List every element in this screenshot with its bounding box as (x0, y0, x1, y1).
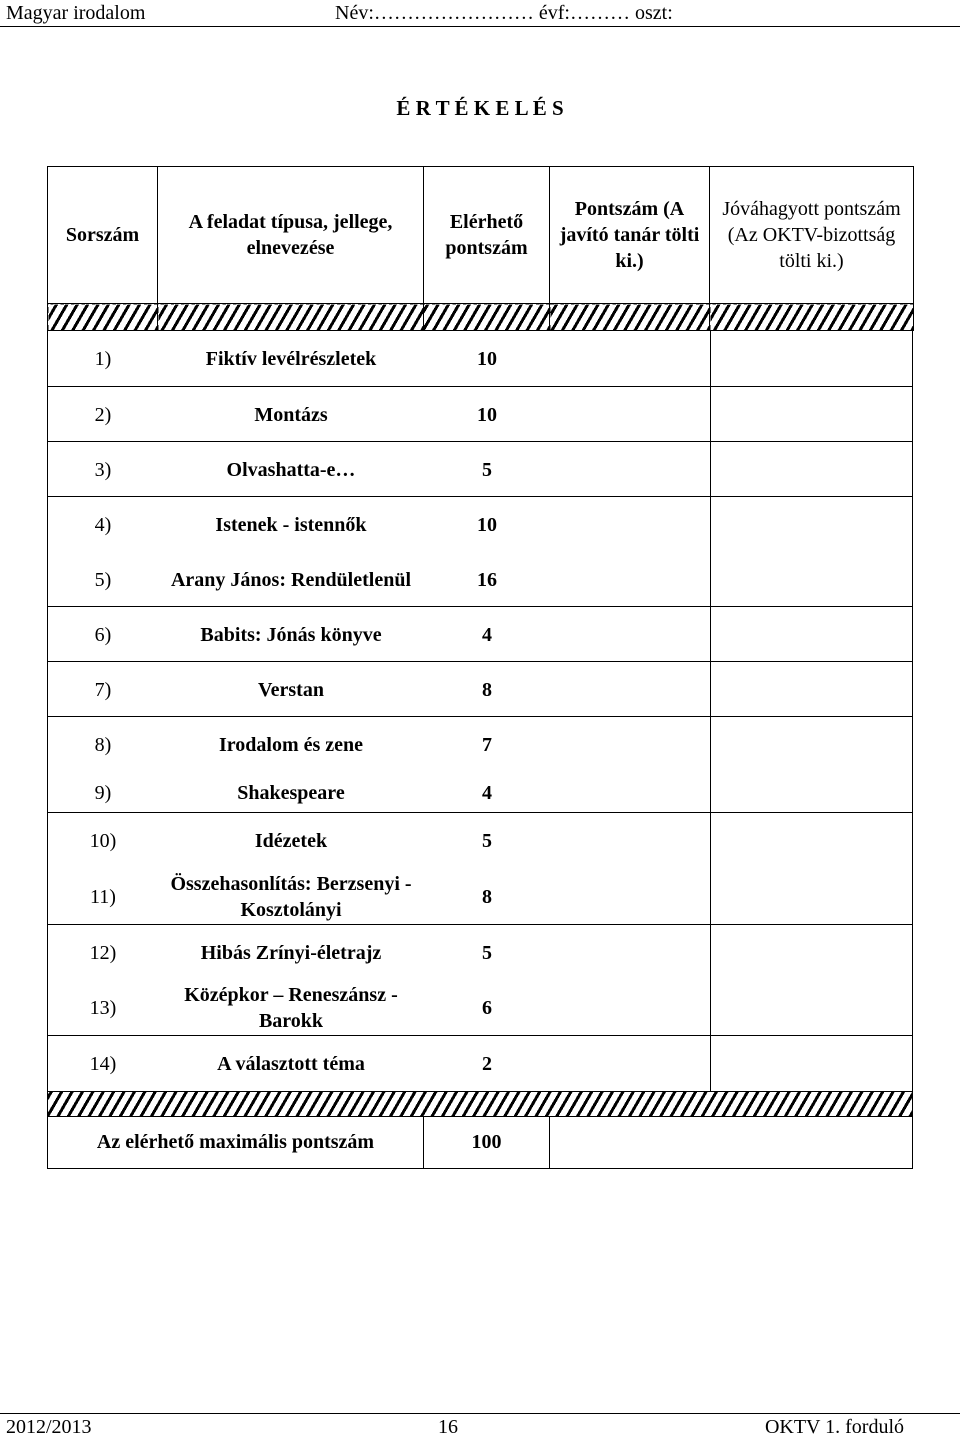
table-row (47, 331, 913, 387)
row-task: Arany János: Rendületlenül (170, 568, 412, 591)
row-teacher-points-cell (550, 925, 710, 980)
row-teacher-points-cell (550, 980, 710, 1036)
row-number: 3) (94, 458, 112, 481)
table-header-row (48, 167, 914, 304)
table-row (47, 662, 913, 717)
row-max-points: 10 (477, 513, 497, 536)
row-task: Istenek - istennők (215, 513, 367, 536)
col-header-teacher-points: Pontszám (A javító tanár tölti ki.) (550, 167, 710, 304)
row-approved-points-cell (710, 607, 914, 662)
row-max-points: 6 (482, 997, 492, 1019)
footer-page-number: 16 (438, 1416, 458, 1438)
row-teacher-points-cell (550, 387, 710, 442)
row-teacher-points-cell (550, 607, 710, 662)
row-number: 14) (89, 1052, 117, 1075)
row-number: 12) (89, 941, 117, 964)
student-fields: Név:…………………… évf:……… oszt: (335, 2, 673, 24)
row-approved-points-cell (710, 869, 914, 925)
row-teacher-points-cell (550, 772, 710, 813)
row-task: A választott téma (217, 1052, 365, 1075)
row-approved-points-cell (710, 442, 914, 497)
row-task: Hibás Zrínyi-életrajz (200, 941, 382, 964)
row-teacher-points-cell (550, 869, 710, 925)
row-teacher-points-cell (550, 331, 710, 387)
table-row (47, 497, 913, 552)
row-number: 10) (89, 830, 117, 852)
row-max-points: 5 (482, 830, 492, 852)
row-approved-points-cell (710, 717, 914, 772)
table-row (47, 925, 913, 980)
row-number: 6) (94, 623, 112, 646)
row-number: 5) (94, 568, 112, 591)
table-row (47, 869, 913, 925)
row-task: Verstan (258, 678, 324, 701)
row-max-points: 4 (482, 781, 492, 804)
table-row (47, 387, 913, 442)
col-header-approved-points: Jóváhagyott pontszám (Az OKTV-bizottság tölti ki.) (710, 167, 914, 304)
row-task: Fiktív levélrészletek (205, 348, 377, 370)
table-row (47, 980, 913, 1036)
table-row (47, 772, 913, 813)
col-header-number: Sorszám (48, 167, 158, 304)
row-task: Olvashatta-e… (226, 458, 356, 481)
row-task: Idézetek (254, 830, 328, 852)
row-max-points: 5 (482, 458, 492, 481)
row-task: Középkor – Reneszánsz - Barokk (184, 984, 398, 1032)
evaluation-table (47, 166, 914, 331)
page-header (0, 0, 960, 27)
row-max-points: 7 (482, 733, 492, 756)
row-number: 11) (90, 886, 116, 908)
row-approved-points-cell (710, 980, 914, 1036)
table-row (47, 1036, 913, 1091)
row-max-points: 5 (482, 941, 492, 964)
page-title: É R T É K E L É S (396, 96, 564, 120)
row-number: 1) (94, 348, 112, 370)
table-row (47, 717, 913, 772)
row-task: Shakespeare (237, 781, 345, 804)
row-number: 2) (94, 403, 112, 426)
row-number: 8) (94, 733, 112, 756)
row-number: 13) (89, 997, 117, 1019)
row-max-points: 4 (482, 623, 492, 646)
row-teacher-points-cell (550, 717, 710, 772)
row-approved-points-cell (710, 552, 914, 607)
row-task: Babits: Jónás könyve (200, 623, 382, 646)
row-teacher-points-cell (550, 1036, 710, 1091)
table-row (47, 552, 913, 607)
total-points: 100 (424, 1117, 550, 1168)
row-approved-points-cell (710, 1036, 914, 1091)
total-label: Az elérhető maximális pontszám (48, 1117, 424, 1168)
row-max-points: 10 (477, 403, 497, 426)
row-task: Összehasonlítás: Berzsenyi - Kosztolányi (170, 873, 412, 921)
hatch-row-bottom (47, 1091, 913, 1117)
col-header-task: A feladat típusa, jellege, elnevezése (158, 167, 424, 304)
subject-label: Magyar irodalom (6, 2, 146, 24)
row-task: Irodalom és zene (218, 733, 364, 756)
row-number: 7) (94, 678, 112, 701)
row-approved-points-cell (710, 387, 914, 442)
row-approved-points-cell (710, 925, 914, 980)
row-approved-points-cell (710, 497, 914, 552)
table-row (47, 607, 913, 662)
row-teacher-points-cell (550, 662, 710, 717)
row-teacher-points-cell (550, 497, 710, 552)
row-max-points: 2 (482, 1052, 492, 1075)
hatch-row-top (48, 304, 914, 331)
row-teacher-points-cell (550, 442, 710, 497)
row-teacher-points-cell (550, 552, 710, 607)
row-teacher-points-cell (550, 813, 710, 869)
row-approved-points-cell (710, 662, 914, 717)
row-number: 9) (94, 781, 112, 804)
row-approved-points-cell (710, 772, 914, 813)
page-footer (0, 1413, 960, 1441)
row-number: 4) (94, 513, 112, 536)
footer-competition: OKTV 1. forduló (764, 1416, 904, 1438)
row-max-points: 8 (482, 886, 492, 908)
footer-year: 2012/2013 (6, 1416, 92, 1438)
row-max-points: 16 (477, 568, 497, 591)
total-row (47, 1117, 913, 1169)
table-row (47, 442, 913, 497)
row-task: Montázs (254, 403, 328, 426)
row-approved-points-cell (710, 813, 914, 869)
table-row (47, 813, 913, 869)
row-max-points: 10 (477, 348, 497, 370)
table-body (47, 331, 913, 1169)
row-max-points: 8 (482, 678, 492, 701)
row-approved-points-cell (710, 331, 914, 387)
col-header-max-points: Elérhető pontszám (424, 167, 550, 304)
